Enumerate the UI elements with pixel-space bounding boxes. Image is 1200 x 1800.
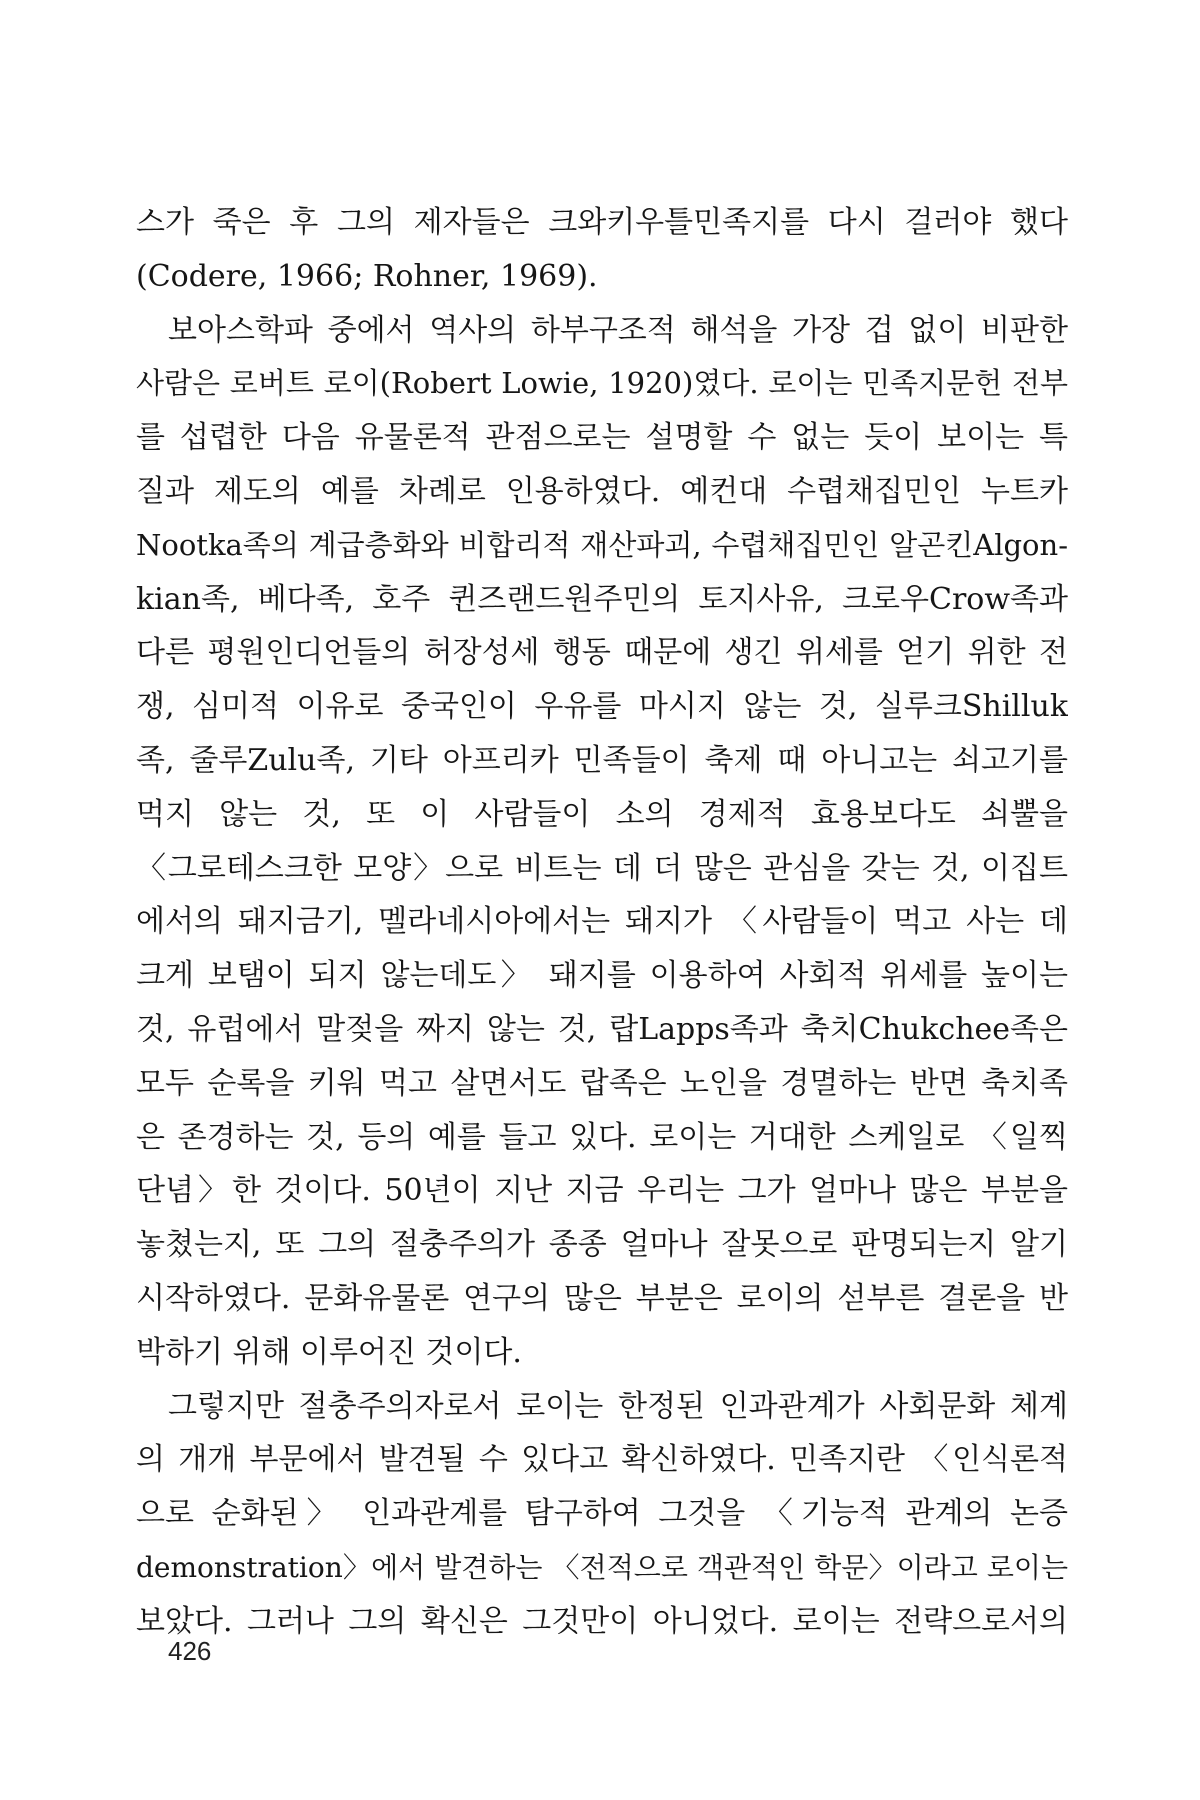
text-line: 에서의 돼지금기, 멜라네시아에서는 돼지가 〈사람들이 먹고 사는 데 [136, 904, 1068, 940]
text-line: 놓쳤는지, 또 그의 절충주의가 종종 얼마나 잘못으로 판명되는지 알기 [136, 1227, 1068, 1263]
text-line: 보아스학파 중에서 역사의 하부구조적 해석을 가장 겁 없이 비판한 [168, 312, 1068, 348]
text-line: Nootka족의 계급층화와 비합리적 재산파괴, 수렵채집민인 알곤킨Algon- [136, 527, 1068, 562]
body-text [136, 196, 1068, 1649]
text-line: demonstration〉에서 발견하는 〈전적으로 객관적인 학문〉이라고 로이는 [136, 1550, 1068, 1584]
text-line: 사람은 로버트 로이(Robert Lowie, 1920)였다. 로이는 민족지문헌 전부 [136, 366, 1068, 401]
text-line: 크게 보탬이 되지 않는데도〉 돼지를 이용하여 사회적 위세를 높이는 [136, 958, 1068, 994]
text-line: kian족, 베다족, 호주 퀸즈랜드원주민의 토지사유, 크로우Crow족과 [136, 581, 1068, 617]
text-line: 를 섭렵한 다음 유물론적 관점으로는 설명할 수 없는 듯이 보이는 특 [136, 420, 1068, 456]
text-line: 박하기 위해 이루어진 것이다. [136, 1334, 522, 1370]
text-line: 먹지 않는 것, 또 이 사람들이 소의 경제적 효용보다도 쇠뿔을 [136, 796, 1068, 832]
text-line: 쟁, 심미적 이유로 중국인이 우유를 마시지 않는 것, 실루크Shilluk [136, 689, 1068, 725]
text-line: 족, 줄루Zulu족, 기타 아프리카 민족들이 축제 때 아니고는 쇠고기를 [136, 742, 1068, 778]
text-line: 스가 죽은 후 그의 제자들은 크와키우틀민족지를 다시 걸러야 했다 [136, 205, 1068, 240]
text-line: 다른 평원인디언들의 허장성세 행동 때문에 생긴 위세를 얻기 위한 전 [136, 635, 1068, 671]
text-line: 보았다. 그러나 그의 확신은 그것만이 아니었다. 로이는 전략으로서의 [136, 1603, 1068, 1639]
text-line: 은 존경하는 것, 등의 예를 들고 있다. 로이는 거대한 스케일로 〈일찍 [136, 1119, 1068, 1155]
text-line: (Codere, 1966; Rohner, 1969). [136, 258, 598, 294]
page-number: 426 [168, 1636, 212, 1666]
text-line: 것, 유럽에서 말젖을 짜지 않는 것, 랍Lapps족과 축치Chukchee족은 [136, 1011, 1068, 1047]
text-line: 질과 제도의 예를 차례로 인용하였다. 예컨대 수렵채집민인 누트카 [136, 473, 1068, 509]
text-line: 으로 순화된〉 인과관계를 탐구하여 그것을 〈기능적 관계의 논증 [136, 1496, 1068, 1532]
text-line: 그렇지만 절충주의자로서 로이는 한정된 인과관계가 사회문화 체계 [168, 1388, 1068, 1424]
text-line: 시작하였다. 문화유물론 연구의 많은 부분은 로이의 섣부른 결론을 반 [136, 1280, 1068, 1316]
text-line: 의 개개 부문에서 발견될 수 있다고 확신하였다. 민족지란 〈인식론적 [136, 1442, 1068, 1478]
text-line: 단념〉한 것이다. 50년이 지난 지금 우리는 그가 얼마나 많은 부분을 [136, 1173, 1068, 1209]
text-line: 〈그로테스크한 모양〉으로 비트는 데 더 많은 관심을 갖는 것, 이집트 [136, 850, 1068, 886]
text-line: 모두 순록을 키워 먹고 살면서도 랍족은 노인을 경멸하는 반면 축치족 [136, 1065, 1068, 1101]
